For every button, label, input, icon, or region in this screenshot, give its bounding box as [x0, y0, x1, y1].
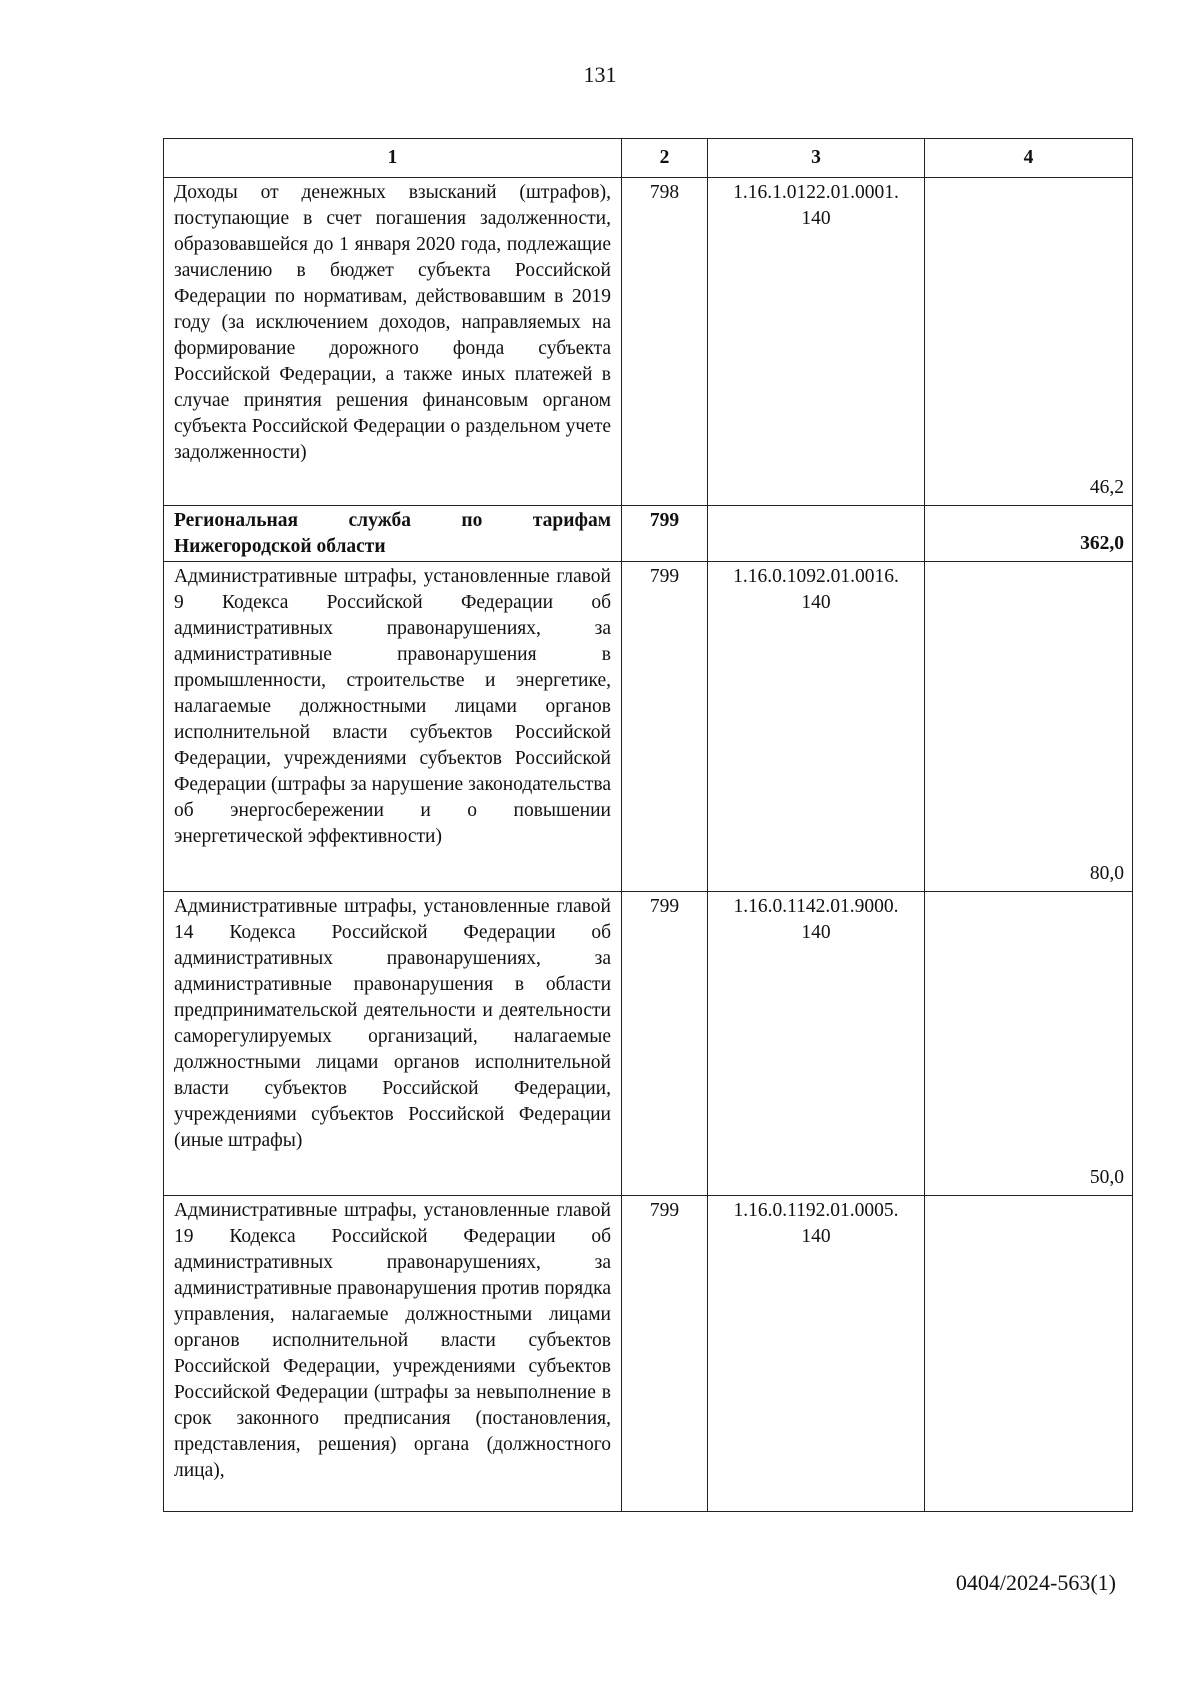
- header-col-4: 4: [925, 139, 1133, 178]
- row-sum: 362,0: [925, 506, 1133, 562]
- budget-code-line-2: 140: [801, 1226, 831, 1247]
- budget-code-line-2: 140: [801, 208, 831, 229]
- row-name: Доходы от денежных взысканий (штрафов), поступающие в счет погашения задолженности, образовавшейся до 1 января 2020 года, подлежащие зачислению в бюджет субъекта Российской Федерации по нормативам, действовавшим в 2019 году (за исключением доходов, направляемых на формирование дорожного фонда субъекта Российской Федерации, а также иных платежей в случае принятия решения финансовым органом субъекта Российской Федерации о раздельном учете задолженности): [164, 178, 622, 506]
- row-sum: [925, 1196, 1133, 1512]
- document-id: 0404/2024-563(1): [955, 1570, 1116, 1595]
- row-sum: 80,0: [925, 562, 1133, 892]
- row-name: Региональная служба по тарифам Нижегородской области: [164, 506, 622, 562]
- budget-code-line-1: 1.16.0.1092.01.0016.: [733, 566, 899, 587]
- row-admin-code: 799: [622, 562, 708, 892]
- budget-code-line-2: 140: [801, 922, 831, 943]
- row-admin-code: 799: [622, 1196, 708, 1512]
- row-name: Административные штрафы, установленные главой 9 Кодекса Российской Федерации об административных правонарушениях, за административные правонарушения в промышленности, строительстве и энергетике, налагаемые должностными лицами органов исполнительной власти субъектов Российской Федерации, учреждениями субъектов Российской Федерации (штрафы за нарушение законодательства об энергосбережении и о повышении энергетической эффективности): [164, 562, 622, 892]
- row-budget-code: [708, 892, 925, 1196]
- header-col-3: 3: [708, 139, 925, 178]
- row-budget-code: [708, 1196, 925, 1512]
- row-sum: 50,0: [925, 892, 1133, 1196]
- table-header-row: [164, 139, 1133, 178]
- row-sum: 46,2: [925, 178, 1133, 506]
- budget-code-line-1: 1.16.0.1142.01.9000.: [733, 896, 899, 917]
- budget-code-line-2: 140: [801, 592, 831, 613]
- row-admin-code: 799: [622, 892, 708, 1196]
- budget-code-line-1: 1.16.0.1192.01.0005.: [733, 1200, 899, 1221]
- budget-code-line-1: 1.16.1.0122.01.0001.: [733, 182, 899, 203]
- row-budget-code: [708, 562, 925, 892]
- table-row: [164, 892, 1133, 1196]
- table-row: [164, 1196, 1133, 1512]
- row-name: Административные штрафы, установленные главой 14 Кодекса Российской Федерации об административных правонарушениях, за административные правонарушения в области предпринимательской деятельности и деятельности саморегулируемых организаций, налагаемые должностными лицами органов исполнительной власти субъектов Российской Федерации, учреждениями субъектов Российской Федерации (иные штрафы): [164, 892, 622, 1196]
- row-admin-code: 799: [622, 506, 708, 562]
- row-budget-code: [708, 178, 925, 506]
- row-budget-code: [708, 506, 925, 562]
- header-col-1: 1: [164, 139, 622, 178]
- row-name: Административные штрафы, установленные главой 19 Кодекса Российской Федерации об административных правонарушениях, за административные правонарушения против порядка управления, налагаемые должностными лицами органов исполнительной власти субъектов Российской Федерации, учреждениями субъектов Российской Федерации (штрафы за невыполнение в срок законного предписания (постановления, представления, решения) органа (должностного лица),: [164, 1196, 622, 1512]
- table-row: [164, 506, 1133, 562]
- row-admin-code: 798: [622, 178, 708, 506]
- revenue-table: [163, 138, 1133, 1512]
- table-row: [164, 562, 1133, 892]
- page-number: 131: [583, 62, 617, 87]
- header-col-2: 2: [622, 139, 708, 178]
- table-row: [164, 178, 1133, 506]
